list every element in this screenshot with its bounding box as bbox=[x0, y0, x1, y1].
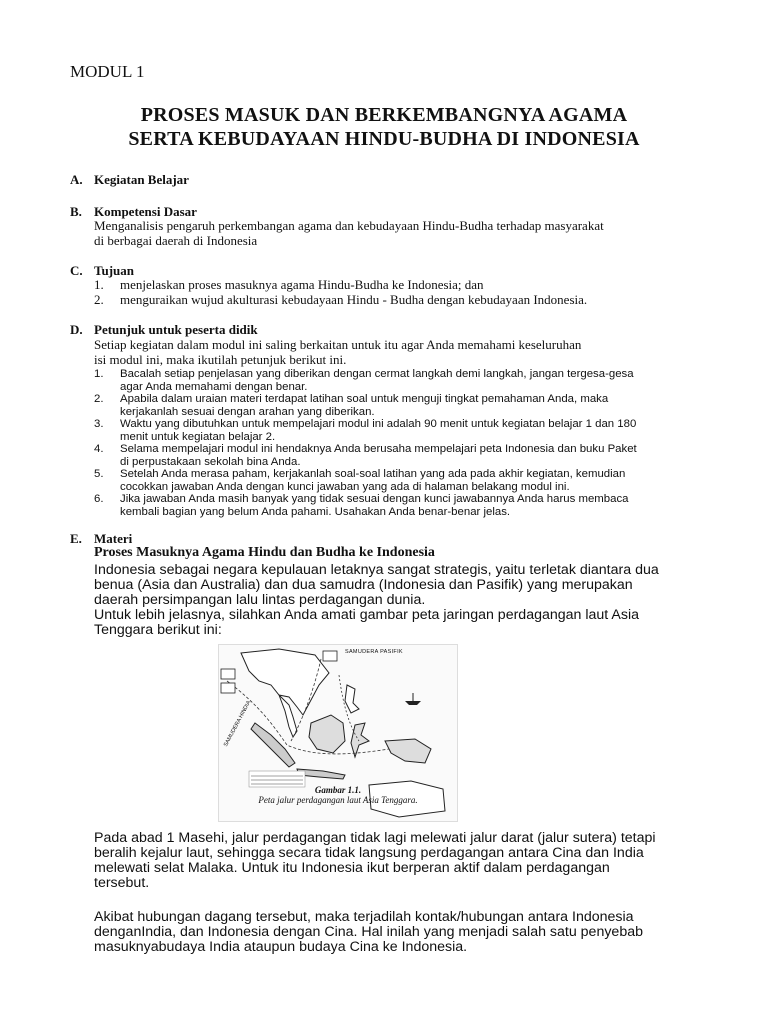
list-item-number: 2. bbox=[94, 292, 104, 307]
paragraph-line: Untuk lebih jelasnya, silahkan Anda amati gambar peta jaringan perdagangan laut Asia bbox=[94, 607, 640, 623]
section-c-letter: C. bbox=[70, 263, 83, 278]
paragraph-line: Indonesia sebagai negara kepulauan letaknya sangat strategis, yaitu terletak diantara dua bbox=[94, 562, 659, 578]
paragraph-line: melewati selat Malaka. Untuk itu Indonesia ikut berperan aktif dalam perdagangan bbox=[94, 860, 610, 876]
section-a-title: Kegiatan Belajar bbox=[94, 172, 189, 187]
section-a-letter: A. bbox=[70, 172, 83, 187]
instruction-number: 6. bbox=[94, 493, 104, 505]
section-b-line-2: di berbagai daerah di Indonesia bbox=[94, 233, 258, 248]
section-b-title: Kompetensi Dasar bbox=[94, 204, 197, 219]
list-item bbox=[94, 292, 587, 307]
module-label: MODUL 1 bbox=[70, 62, 145, 81]
title-line-2: SERTA KEBUDAYAAN HINDU-BUDHA DI INDONESIA bbox=[128, 128, 640, 150]
list-item-text: menguraikan wujud akulturasi kebudayaan Hindu - Budha dengan kebudayaan Indonesia. bbox=[120, 292, 588, 307]
instruction-line-2: kerjakanlah sesuai dengan arahan yang diberikan. bbox=[120, 405, 375, 418]
instruction-line-2: di perpustakaan sekolah bina Anda. bbox=[120, 455, 301, 468]
title-line-1: PROSES MASUK DAN BERKEMBANGNYA AGAMA bbox=[140, 104, 628, 126]
instruction-number: 5. bbox=[94, 468, 104, 480]
section-d-title: Petunjuk untuk peserta didik bbox=[94, 322, 258, 337]
list-item-text: menjelaskan proses masuknya agama Hindu-Budha ke Indonesia; dan bbox=[120, 277, 484, 292]
trade-route-map-figure bbox=[218, 644, 458, 822]
map-label-hindia: SAMUDERA HINDIA bbox=[223, 699, 253, 748]
instruction-line-1: Setelah Anda merasa paham, kerjakanlah soal-soal latihan yang ada pada akhir kegiatan, kemudian bbox=[120, 468, 626, 480]
section-d-heading bbox=[70, 322, 258, 338]
instruction-line-2: cocokkan jawaban Anda dengan kunci jawaban yang ada di halaman belakang modul ini. bbox=[120, 480, 570, 493]
instruction-number: 3. bbox=[94, 418, 104, 430]
paragraph-3 bbox=[94, 831, 734, 891]
instruction-line-1: Bacalah setiap penjelasan yang diberikan dengan cermat langkah demi langkah, jangan tergesa-gesa bbox=[120, 368, 634, 380]
paragraph-1 bbox=[94, 563, 734, 608]
paragraph-line: Pada abad 1 Masehi, jalur perdagangan tidak lagi melewati jalur darat (jalur sutera) tetapi bbox=[94, 830, 656, 846]
section-d-intro-1: Setiap kegiatan dalam modul ini saling berkaitan untuk itu agar Anda memahami keseluruhan bbox=[94, 337, 582, 352]
paragraph-line: daerah persimpangan lalu lintas perdagangan dunia. bbox=[94, 592, 426, 608]
section-a-heading bbox=[70, 172, 189, 188]
paragraph-4 bbox=[94, 910, 734, 955]
paragraph-line: Akibat hubungan dagang tersebut, maka terjadilah kontak/hubungan antara Indonesia bbox=[94, 909, 634, 925]
paragraph-line: beralih kejalur laut, sehingga secara tidak langsung perdagangan antara Cina dan India bbox=[94, 845, 644, 861]
instruction-number: 2. bbox=[94, 393, 104, 405]
map-label-pacific: SAMUDERA PASIFIK bbox=[345, 649, 403, 655]
section-e-letter: E. bbox=[70, 531, 82, 546]
paragraph-line: tersebut. bbox=[94, 875, 150, 891]
list-item-number: 1. bbox=[94, 277, 104, 292]
paragraph-line: denganIndia, dan Indonesia dengan Cina. Hal inilah yang menjadi salah satu penyebab bbox=[94, 924, 643, 940]
instruction-number: 4. bbox=[94, 443, 104, 455]
instruction-line-2: menit untuk kegiatan belajar 2. bbox=[120, 430, 276, 443]
section-e-subheading: Proses Masuknya Agama Hindu dan Budha ke Indonesia bbox=[94, 545, 435, 560]
section-e-title: Materi bbox=[94, 531, 133, 546]
paragraph-line: benua (Asia dan Australia) dan dua samudra (Indonesia dan Pasifik) yang merupakan bbox=[94, 577, 633, 593]
figure-caption-text: Peta jalur perdagangan laut Asia Tenggara. bbox=[258, 795, 418, 805]
instruction-line-1: Waktu yang dibutuhkan untuk mempelajari modul ini adalah 90 menit untuk kegiatan belajar 1 dan 180 bbox=[120, 418, 637, 430]
instruction-line-1: Apabila dalam uraian materi terdapat latihan soal untuk menguji tingkat pemahaman Anda, maka bbox=[120, 393, 609, 405]
instruction-number: 1. bbox=[94, 368, 104, 380]
paragraph-2 bbox=[94, 608, 734, 638]
section-d-intro-2: isi modul ini, maka ikutilah petunjuk berikut ini. bbox=[94, 352, 347, 367]
section-b-line-1: Menganalisis pengaruh perkembangan agama dan kebudayaan Hindu-Budha terhadap masyarakat bbox=[94, 218, 604, 233]
paragraph-line: masuknyabudaya India ataupun budaya Cina ke Indonesia. bbox=[94, 939, 468, 955]
section-c-title: Tujuan bbox=[94, 263, 134, 278]
instruction-line-2: agar Anda memahami dengan benar. bbox=[120, 380, 308, 393]
instruction-line-2: kembali bagian yang belum Anda pahami. Usahakan Anda benar-benar jelas. bbox=[120, 505, 511, 518]
instruction-line-1: Jika jawaban Anda masih banyak yang tidak sesuai dengan kunci jawabannya Anda harus membaca bbox=[120, 493, 629, 505]
list-item bbox=[94, 277, 484, 292]
section-d-letter: D. bbox=[70, 322, 83, 337]
figure-caption-label: Gambar 1.1. bbox=[314, 785, 362, 795]
section-b-letter: B. bbox=[70, 204, 82, 219]
instruction-line-1: Selama mempelajari modul ini hendaknya Anda berusaha mempelajari peta Indonesia dan buku Paket bbox=[120, 443, 637, 455]
paragraph-line: Tenggara berikut ini: bbox=[94, 622, 222, 638]
